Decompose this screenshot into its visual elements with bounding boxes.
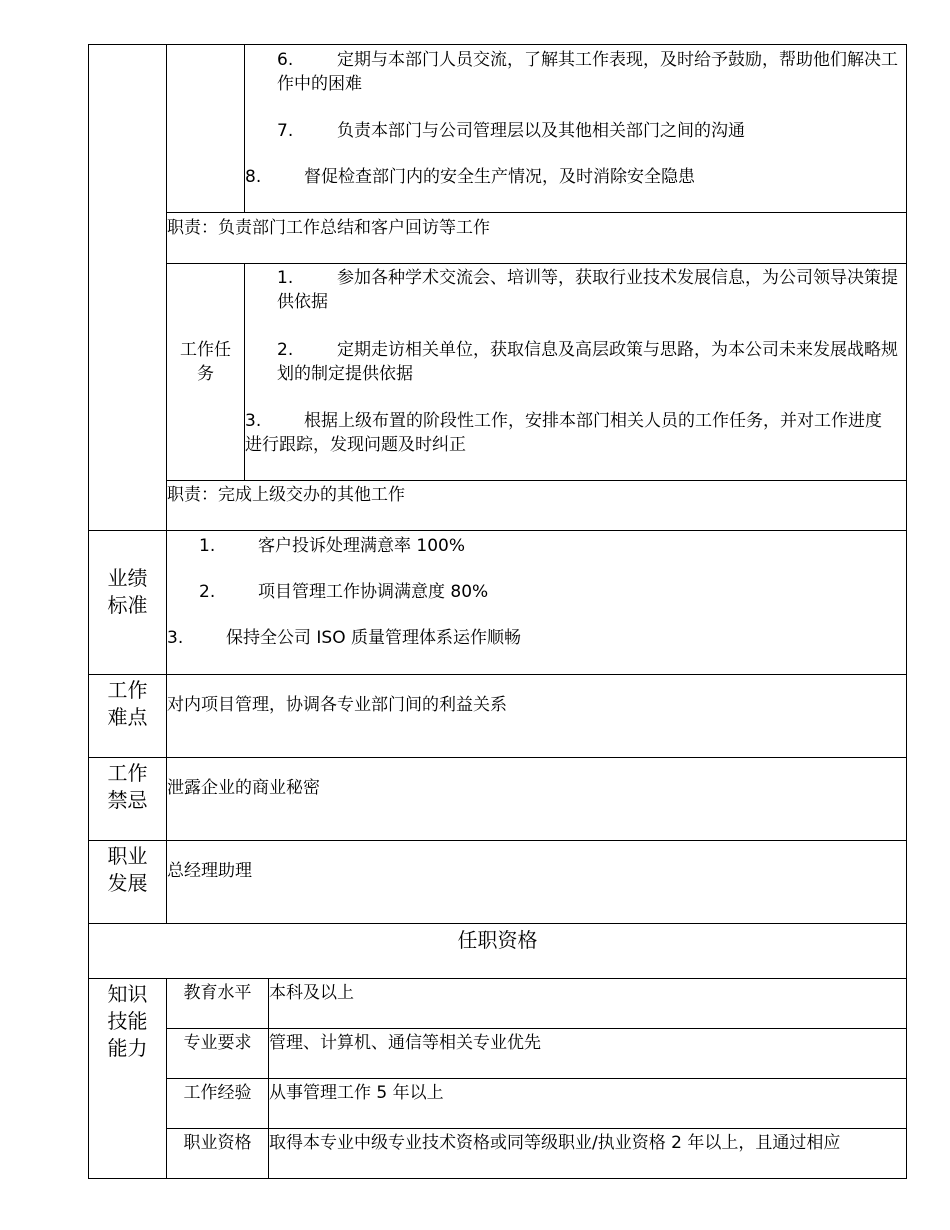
qual-row-certification-value: 取得本专业中级专业技术资格或同等级职业/执业资格 2 年以上，且通过相应	[269, 1133, 841, 1153]
qual-row-line-1	[166, 1028, 907, 1029]
row-line-1	[166, 212, 907, 213]
duty-item-6: 6. 定期与本部门人员交流，了解其工作表现，及时给予鼓励，帮助他们解决工作中的困难	[277, 50, 898, 94]
row-line-2	[166, 263, 907, 264]
qualification-heading: 任职资格	[457, 928, 538, 952]
row-line-9	[88, 978, 907, 979]
row-line-8	[88, 923, 907, 924]
career-text: 总经理助理	[167, 861, 252, 881]
career-label: 职业发展	[107, 844, 148, 895]
difficulty-label: 工作难点	[107, 678, 148, 729]
qual-row-experience-value: 从事管理工作 5 年以上	[269, 1083, 444, 1103]
qualification-group-label: 知识技能能力	[107, 982, 148, 1060]
table-border-right	[906, 44, 907, 1179]
duty-item-7: 7. 负责本部门与公司管理层以及其他相关部门之间的沟通	[277, 121, 745, 141]
duty-item-8: 8. 督促检查部门内的安全生产情况，及时消除安全隐患	[245, 167, 695, 187]
qual-row-experience-label: 工作经验	[183, 1083, 252, 1103]
taboo-label: 工作禁忌	[107, 761, 148, 812]
task-label: 工作任务	[180, 340, 231, 384]
performance-item-3: 3. 保持全公司 ISO 质量管理体系运作顺畅	[167, 628, 521, 648]
row-line-7	[88, 840, 907, 841]
row-line-4	[88, 530, 907, 531]
row-line-5	[88, 674, 907, 675]
performance-label: 业绩标准	[107, 566, 148, 617]
performance-item-1: 1. 客户投诉处理满意率 100%	[199, 536, 466, 556]
qual-row-line-2	[166, 1078, 907, 1079]
qual-row-education-value: 本科及以上	[269, 983, 354, 1003]
qual-row-major-label: 专业要求	[183, 1033, 252, 1053]
qual-row-line-3	[166, 1128, 907, 1129]
table-border-top	[88, 44, 907, 45]
table-border-bottom	[88, 1178, 907, 1179]
qual-row-certification-label: 职业资格	[183, 1133, 252, 1153]
row-line-3	[166, 480, 907, 481]
difficulty-text: 对内项目管理，协调各专业部门间的利益关系	[167, 695, 507, 715]
task-item-2: 2. 定期走访相关单位，获取信息及高层政策与思路，为本公司未来发展战略规划的制定提供依据	[277, 340, 898, 384]
responsibility-title-2: 职责：负责部门工作总结和客户回访等工作	[167, 218, 490, 238]
row-line-6	[88, 757, 907, 758]
qual-row-major-value: 管理、计算机、通信等相关专业优先	[269, 1033, 541, 1053]
task-item-1: 1. 参加各种学术交流会、培训等，获取行业技术发展信息，为公司领导决策提供依据	[277, 268, 898, 312]
taboo-text: 泄露企业的商业秘密	[167, 778, 320, 798]
performance-item-2: 2. 项目管理工作协调满意度 80%	[199, 582, 489, 602]
responsibility-title-3: 职责：完成上级交办的其他工作	[167, 485, 405, 505]
task-item-3: 3. 根据上级布置的阶段性工作，安排本部门相关人员的工作任务，并对工作进度进行跟踪，发现问题及时纠正	[245, 411, 882, 455]
qual-row-education-label: 教育水平	[183, 983, 252, 1003]
